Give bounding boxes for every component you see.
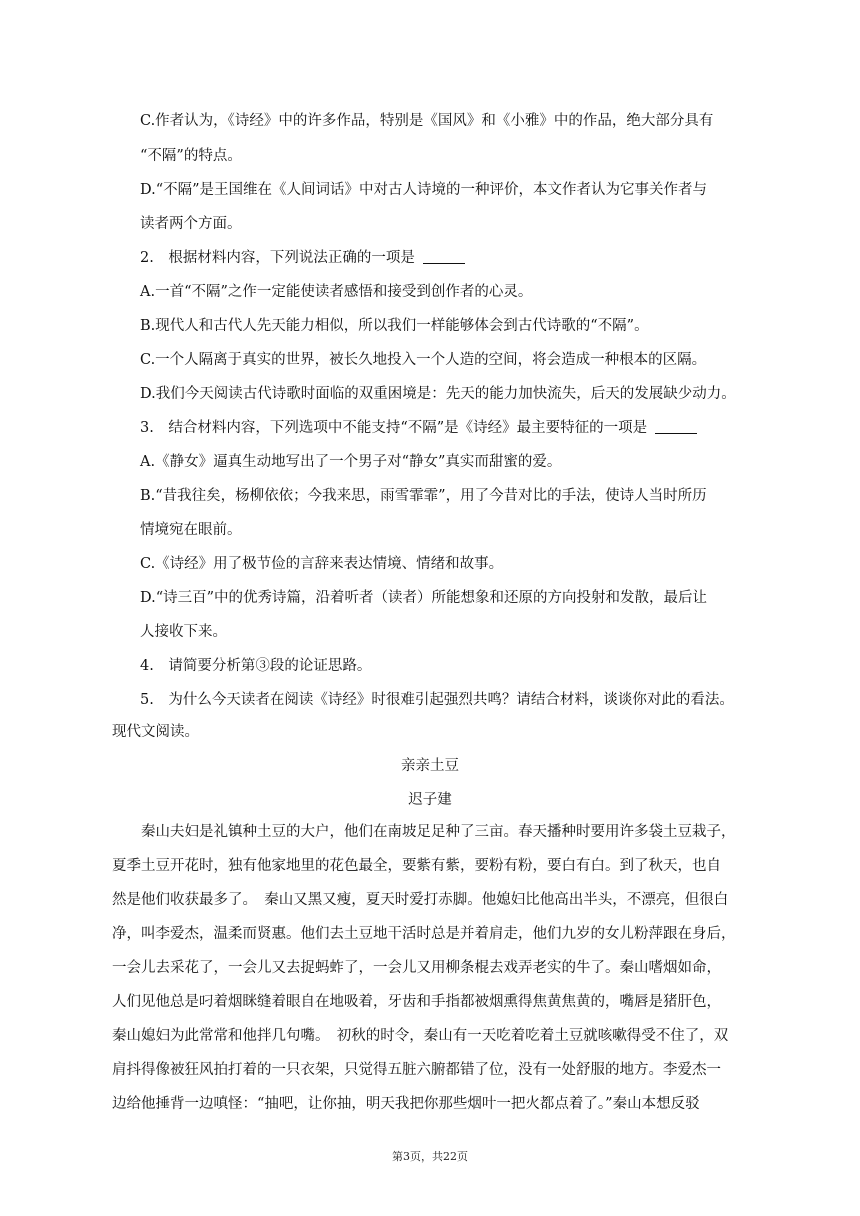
option-d-cont	[140, 214, 242, 234]
q2-option-c	[140, 350, 706, 370]
option-text: C.《诗经》用了极节俭的言辞来表达情境、情绪和故事。	[140, 556, 504, 572]
question-text: 2. 根据材料内容，下列说法正确的一项是	[140, 250, 415, 266]
q2-option-b	[140, 316, 649, 336]
option-text: C.一个人隔离于真实的世界，被长久地投入一个人造的空间，将会造成一种根本的区隔。	[140, 352, 707, 368]
option-d	[140, 180, 707, 200]
page-number-footer: 第3页，共22页	[392, 1150, 468, 1163]
q3-option-b	[140, 486, 707, 506]
q2-option-a	[140, 282, 532, 302]
option-text: A.一首“不隔”之作一定能使读者感悟和接受到创作者的心灵。	[140, 284, 533, 300]
option-text: C.作者认为，《诗经》中的许多作品，特别是《国风》和《小雅》中的作品，绝大部分具有	[140, 113, 714, 129]
answer-blank[interactable]	[423, 249, 465, 264]
option-text: D.“不隔”是王国维在《人间词话》中对古人诗境的一种评价，本文作者认为它事关作者与	[140, 182, 708, 198]
option-text: D.“诗三百”中的优秀诗篇，沿着听者（读者）所能想象和还原的方向投射和发散，最后让	[140, 590, 708, 606]
option-text: A.《静女》逼真生动地写出了一个男子对“静女”真实而甜蜜的爱。	[140, 454, 562, 470]
story-line: 肩抖得像被狂风拍打着的一只衣架，只觉得五脏六腑都错了位，没有一处舒服的地方。李爱杰一	[112, 1062, 721, 1078]
q3-option-b-cont	[140, 520, 242, 540]
answer-blank[interactable]	[655, 419, 697, 434]
option-c	[140, 111, 713, 131]
story-line: 秦山媳妇为此常常和他拌几句嘴。 初秋的时令，秦山有一天吃着吃着土豆就咳嗽得受不住了，双	[112, 1028, 729, 1044]
option-text: 读者两个方面。	[140, 216, 242, 232]
question-text: 5. 为什么今天读者在阅读《诗经》时很难引起强烈共鸣？请结合材料，谈谈你对此的看法。	[140, 692, 734, 708]
section-heading	[112, 722, 199, 742]
option-text: B.现代人和古代人先天能力相似，所以我们一样能够体会到古代诗歌的“不隔”。	[140, 318, 649, 334]
question-text: 3. 结合材料内容，下列选项中不能支持“不隔”是《诗经》最主要特征的一项是	[140, 420, 648, 436]
story-line: 一会儿去采花了，一会儿又去捉蚂蚱了，一会儿又用柳条棍去戏弄老实的牛了。秦山嗜烟如命，	[112, 960, 721, 976]
option-c-cont	[140, 146, 242, 166]
story-title: 亲亲土豆	[401, 758, 459, 774]
option-text: 情境宛在眼前。	[140, 522, 242, 538]
story-line: 夏季土豆开花时，独有他家地里的花色最全，要紫有紫，要粉有粉，要白有白。到了秋天，也自	[112, 858, 721, 874]
question-5	[140, 690, 734, 710]
question-3	[140, 418, 697, 438]
question-text: 4. 请简要分析第③段的论证思路。	[140, 658, 372, 674]
section-text: 现代文阅读。	[112, 724, 199, 740]
story-author: 迟子建	[408, 792, 452, 808]
q3-option-a	[140, 452, 561, 472]
question-4	[140, 656, 371, 676]
option-text: B.“昔我往矣，杨柳依依；今我来思，雨雪霏霏”，用了今昔对比的手法，使诗人当时所历	[140, 488, 707, 504]
option-text: 人接收下来。	[140, 624, 227, 640]
option-text: D.我们今天阅读古代诗歌时面临的双重困境是：先天的能力加快流失，后天的发展缺少动力。	[140, 386, 736, 402]
story-line: 边给他捶背一边嗔怪：“抽吧，让你抽，明天我把你那些烟叶一把火都点着了。”秦山本想反驳	[112, 1096, 700, 1112]
q3-option-d	[140, 588, 707, 608]
q3-option-c	[140, 554, 503, 574]
q2-option-d	[140, 384, 736, 404]
story-line: 秦山夫妇是礼镇种土豆的大户，他们在南坡足足种了三亩。春天播种时要用许多袋土豆栽子，	[112, 824, 736, 840]
question-2	[140, 248, 465, 268]
story-line: 净，叫李爱杰，温柔而贤惠。他们去土豆地干活时总是并着肩走，他们九岁的女儿粉萍跟在身后，	[112, 926, 736, 942]
story-line: 然是他们收获最多了。 秦山又黑又瘦，夏天时爱打赤脚。他媳妇比他高出半头，不漂亮，但很白	[112, 892, 729, 908]
option-text: “不隔”的特点。	[140, 148, 242, 164]
q3-option-d-cont	[140, 622, 227, 642]
story-line: 人们见他总是叼着烟眯缝着眼自在地吸着，牙齿和手指都被烟熏得焦黄焦黄的，嘴唇是猪肝色，	[112, 994, 721, 1010]
